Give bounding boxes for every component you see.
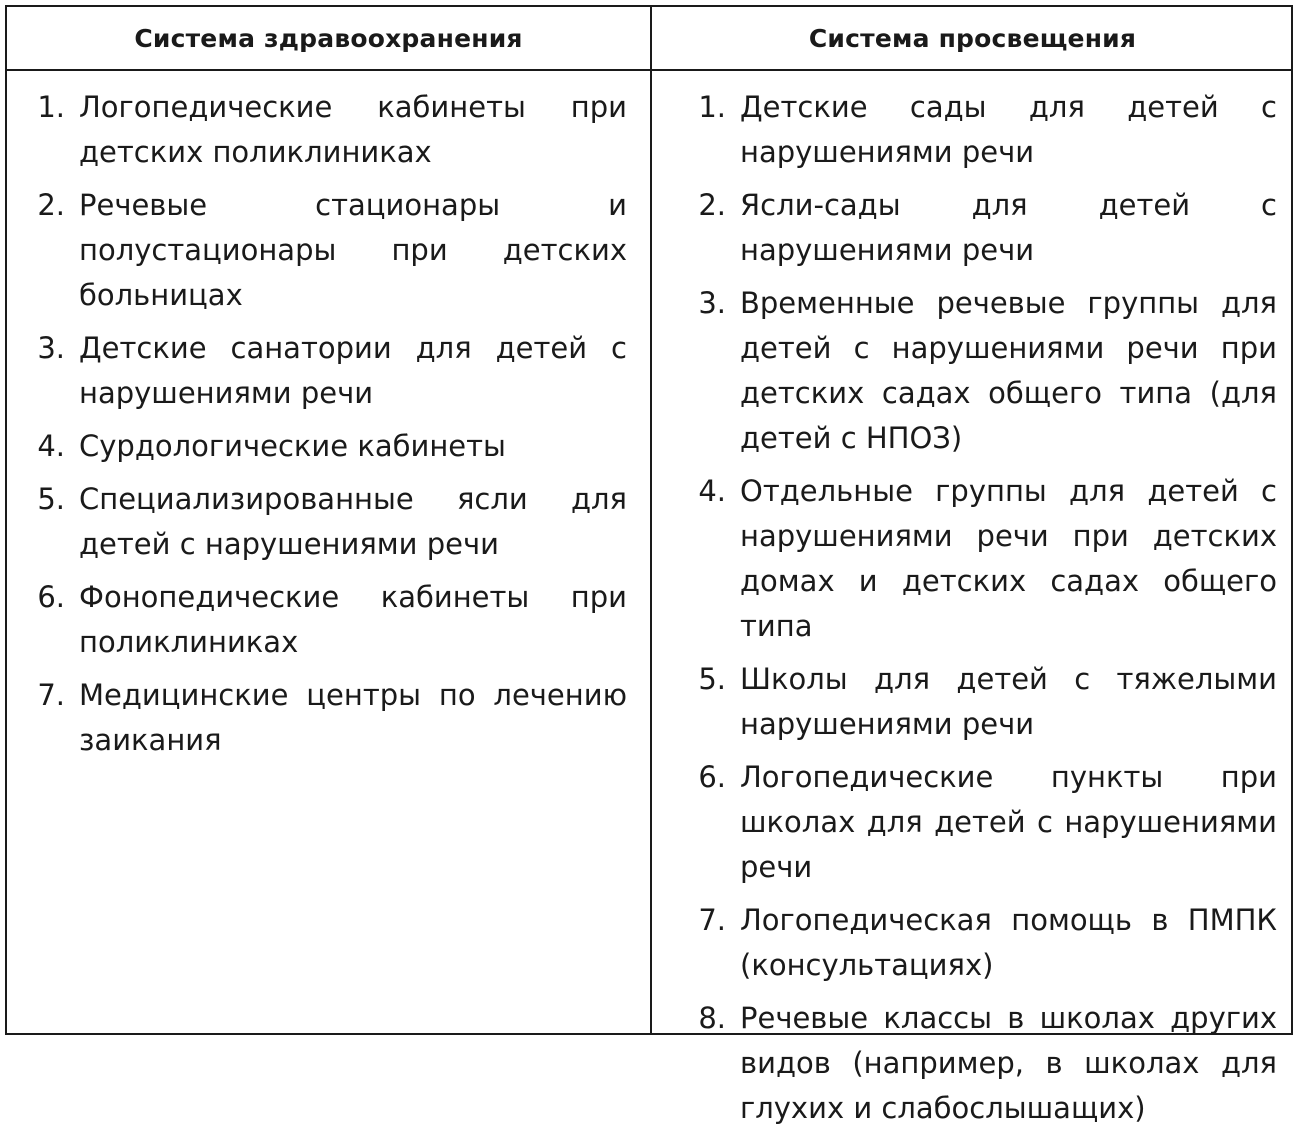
- item-number: 2.: [698, 188, 726, 222]
- list-item: [681, 281, 1277, 461]
- list-item: [25, 575, 627, 665]
- item-number: 8.: [698, 1001, 726, 1035]
- item-text: Детские санатории для детей с нарушениями речи: [79, 331, 627, 410]
- list-item: [681, 183, 1277, 273]
- item-number: 6.: [698, 760, 726, 794]
- item-number: 2.: [37, 188, 65, 222]
- item-text: Детские сады для детей с нарушениями речи: [740, 90, 1277, 169]
- item-text: Отдельные группы для детей с нарушениями речи при детских домах и детских садах общего типа: [740, 474, 1277, 643]
- list-item: [25, 424, 627, 469]
- list-item: [681, 755, 1277, 890]
- comparison-table: [5, 5, 1293, 1125]
- list-item: [681, 469, 1277, 649]
- item-number: 4.: [698, 474, 726, 508]
- item-text: Сурдологические кабинеты: [79, 429, 506, 463]
- item-text: Ясли-сады для детей с нарушениями речи: [740, 188, 1277, 267]
- item-text: Речевые стационары и полустационары при детских больницах: [79, 188, 627, 312]
- list-item: [25, 477, 627, 567]
- item-text: Специализированные ясли для детей с нарушениями речи: [79, 482, 627, 561]
- item-number: 3.: [698, 286, 726, 320]
- item-number: 1.: [37, 90, 65, 124]
- list-item: [25, 183, 627, 318]
- item-number: 7.: [698, 903, 726, 937]
- education-list: [681, 85, 1277, 1139]
- item-number: 3.: [37, 331, 65, 365]
- item-text: Временные речевые группы для детей с нарушениями речи при детских садах общего типа (для детей с НПОЗ): [740, 286, 1277, 455]
- item-number: 1.: [698, 90, 726, 124]
- item-number: 6.: [37, 580, 65, 614]
- list-item: [681, 85, 1277, 175]
- item-text: Логопедические пункты при школах для детей с нарушениями речи: [740, 760, 1277, 884]
- health-list: [25, 85, 627, 771]
- list-item: [681, 996, 1277, 1131]
- header-education: Система просвещения: [808, 23, 1137, 53]
- item-number: 7.: [37, 678, 65, 712]
- item-text: Школы для детей с тяжелыми нарушениями речи: [740, 662, 1277, 741]
- list-item: [25, 326, 627, 416]
- header-health: Система здравоохранения: [134, 23, 523, 53]
- item-text: Логопедическая помощь в ПМПК (консультациях): [740, 903, 1277, 982]
- item-text: Логопедические кабинеты при детских поликлиниках: [79, 90, 627, 169]
- list-item: [25, 673, 627, 763]
- item-number: 5.: [698, 662, 726, 696]
- header-divider: [7, 69, 1291, 71]
- column-divider: [650, 7, 652, 1033]
- item-number: 5.: [37, 482, 65, 516]
- item-text: Речевые классы в школах других видов (например, в школах для глухих и слабослышащих): [740, 1001, 1277, 1125]
- list-item: [681, 657, 1277, 747]
- list-item: [681, 898, 1277, 988]
- item-number: 4.: [37, 429, 65, 463]
- item-text: Медицинские центры по лечению заикания: [79, 678, 627, 757]
- item-text: Фонопедические кабинеты при поликлиниках: [79, 580, 627, 659]
- list-item: [25, 85, 627, 175]
